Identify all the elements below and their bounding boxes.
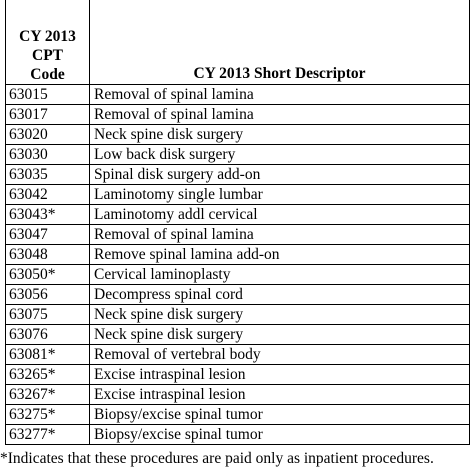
short-descriptor-cell: Excise intraspinal lesion xyxy=(90,385,470,405)
cpt-code-cell: 63075 xyxy=(6,305,90,325)
short-descriptor-cell: Removal of spinal lamina xyxy=(90,225,470,245)
table-row xyxy=(6,405,470,425)
table-body xyxy=(6,85,470,445)
table-row xyxy=(6,165,470,185)
table-row xyxy=(6,225,470,245)
short-descriptor-cell: Biopsy/excise spinal tumor xyxy=(90,405,470,425)
cpt-code-cell: 63048 xyxy=(6,245,90,265)
code-header-line: Code xyxy=(30,66,65,83)
cpt-code-cell: 63076 xyxy=(6,325,90,345)
cpt-code-cell: 63020 xyxy=(6,125,90,145)
short-descriptor-cell: Excise intraspinal lesion xyxy=(90,365,470,385)
table-header-row xyxy=(6,0,470,85)
short-descriptor-cell: Cervical laminoplasty xyxy=(90,265,470,285)
short-descriptor-cell: Laminotomy single lumbar xyxy=(90,185,470,205)
cpt-code-cell: 63265* xyxy=(6,365,90,385)
cpt-code-table xyxy=(5,0,470,445)
cpt-code-cell: 63081* xyxy=(6,345,90,365)
short-descriptor-cell: Biopsy/excise spinal tumor xyxy=(90,425,470,445)
cpt-code-cell: 63030 xyxy=(6,145,90,165)
cpt-code-cell: 63056 xyxy=(6,285,90,305)
descriptor-column-header: CY 2013 Short Descriptor xyxy=(90,0,470,85)
short-descriptor-cell: Removal of spinal lamina xyxy=(90,105,470,125)
table-row xyxy=(6,345,470,365)
short-descriptor-cell: Neck spine disk surgery xyxy=(90,305,470,325)
short-descriptor-cell: Neck spine disk surgery xyxy=(90,325,470,345)
table-row xyxy=(6,265,470,285)
short-descriptor-cell: Decompress spinal cord xyxy=(90,285,470,305)
table-row xyxy=(6,325,470,345)
code-column-header xyxy=(6,0,90,85)
table-row xyxy=(6,365,470,385)
table-row xyxy=(6,85,470,105)
cpt-code-cell: 63275* xyxy=(6,405,90,425)
table-row xyxy=(6,125,470,145)
short-descriptor-cell: Neck spine disk surgery xyxy=(90,125,470,145)
table-row xyxy=(6,285,470,305)
table-row xyxy=(6,105,470,125)
code-header-line: CPT xyxy=(32,47,63,64)
footnote: *Indicates that these procedures are paid only as inpatient procedures. xyxy=(0,450,434,467)
table-row xyxy=(6,145,470,165)
cpt-code-cell: 63015 xyxy=(6,85,90,105)
cpt-code-cell: 63277* xyxy=(6,425,90,445)
table-row xyxy=(6,305,470,325)
short-descriptor-cell: Low back disk surgery xyxy=(90,145,470,165)
table-row xyxy=(6,245,470,265)
cpt-code-cell: 63035 xyxy=(6,165,90,185)
table-row xyxy=(6,185,470,205)
code-header-line: CY 2013 xyxy=(19,28,76,45)
short-descriptor-cell: Laminotomy addl cervical xyxy=(90,205,470,225)
short-descriptor-cell: Removal of spinal lamina xyxy=(90,85,470,105)
short-descriptor-cell: Remove spinal lamina add-on xyxy=(90,245,470,265)
short-descriptor-cell: Spinal disk surgery add-on xyxy=(90,165,470,185)
short-descriptor-cell: Removal of vertebral body xyxy=(90,345,470,365)
table-row xyxy=(6,385,470,405)
table-row xyxy=(6,425,470,445)
cpt-code-cell: 63042 xyxy=(6,185,90,205)
cpt-code-cell: 63267* xyxy=(6,385,90,405)
cpt-code-cell: 63050* xyxy=(6,265,90,285)
cpt-code-cell: 63043* xyxy=(6,205,90,225)
cpt-code-cell: 63047 xyxy=(6,225,90,245)
cpt-code-cell: 63017 xyxy=(6,105,90,125)
table-row xyxy=(6,205,470,225)
